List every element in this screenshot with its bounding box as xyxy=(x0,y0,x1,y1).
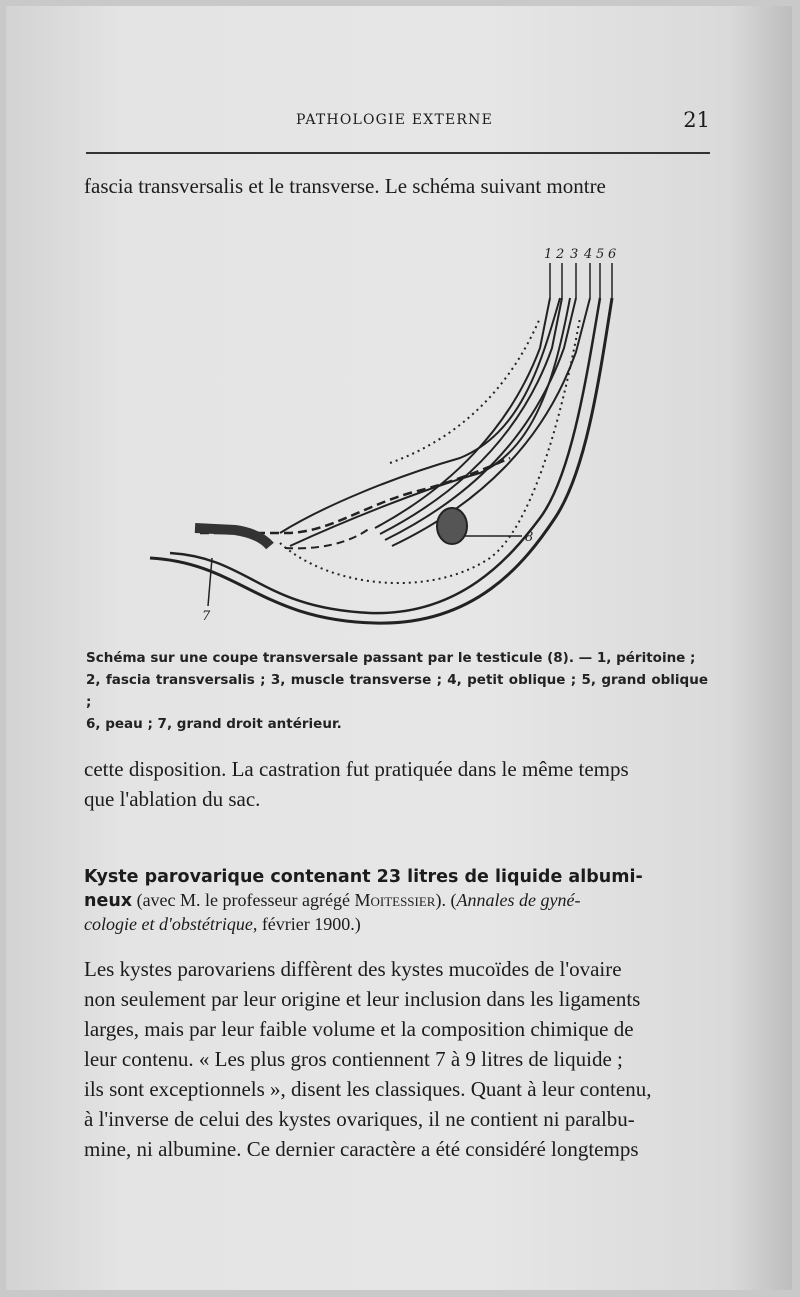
rectus-label: 7 xyxy=(202,609,211,624)
layer-label: 4 xyxy=(584,247,593,262)
caption-line: 2, fascia transversalis ; 3, muscle transverse ; 4, petit oblique ; 5, grand oblique ; xyxy=(86,672,708,710)
paragraph-line: mine, ni albumine. Ce dernier caractère a été considéré longtemps xyxy=(84,1137,639,1161)
section-journal: Annales de gyné- xyxy=(456,890,581,910)
section-title: Kyste parovarique contenant 23 litres de liquide albumi- xyxy=(84,867,643,887)
section-journal-cont: cologie et d'obstétrique xyxy=(84,914,253,934)
section-heading xyxy=(84,865,710,936)
section-collab: (avec M. le professeur agrégé xyxy=(132,890,355,910)
page-number: 21 xyxy=(683,108,710,132)
paragraph-line: Les kystes parovariens diffèrent des kystes mucoïdes de l'ovaire xyxy=(84,957,622,981)
layer-label: 1 xyxy=(544,247,553,262)
paragraph-line: leur contenu. « Les plus gros contiennent 7 à 9 litres de liquide ; xyxy=(84,1047,623,1071)
fascia-layer xyxy=(290,298,570,546)
layer-label: 6 xyxy=(608,247,617,262)
paragraph-line: ils sont exceptionnels », disent les classiques. Quant à leur contenu, xyxy=(84,1077,652,1101)
intro-line: fascia transversalis et le transverse. Le schéma suivant montre xyxy=(84,174,606,198)
skin-layer xyxy=(150,298,612,623)
figure-caption xyxy=(86,647,708,735)
paragraph-line: non seulement par leur origine et leur inclusion dans les ligaments xyxy=(84,987,641,1011)
anatomical-schema-figure xyxy=(130,228,690,628)
post-figure-line: cette disposition. La castration fut pratiquée dans le même temps xyxy=(84,757,629,781)
header-rule xyxy=(86,152,710,154)
outer-layer xyxy=(170,298,600,613)
paragraph-line: à l'inverse de celui des kystes ovariques, il ne contient ni paralbu- xyxy=(84,1107,635,1131)
layer-label: 2 xyxy=(556,247,565,262)
post-figure-line: que l'ablation du sac. xyxy=(84,787,261,811)
section-author: Moitessier xyxy=(354,890,436,910)
running-head: PATHOLOGIE EXTERNE xyxy=(296,112,494,128)
layer-label: 3 xyxy=(570,247,579,262)
page-header xyxy=(86,108,710,134)
testicle-shape xyxy=(437,508,467,544)
paragraph-line: larges, mais par leur faible volume et la composition chimique de xyxy=(84,1017,634,1041)
layer-label: 5 xyxy=(596,247,605,262)
caption-line: Schéma sur une coupe transversale passant par le testicule (8). — 1, péritoine ; xyxy=(86,650,696,666)
caption-line: 6, peau ; 7, grand droit antérieur. xyxy=(86,716,342,732)
section-sep: ). ( xyxy=(435,890,457,910)
section-date: , février 1900.) xyxy=(252,914,361,934)
testicle-label: 8 xyxy=(525,530,534,545)
section-title-cont: neux xyxy=(84,891,133,911)
